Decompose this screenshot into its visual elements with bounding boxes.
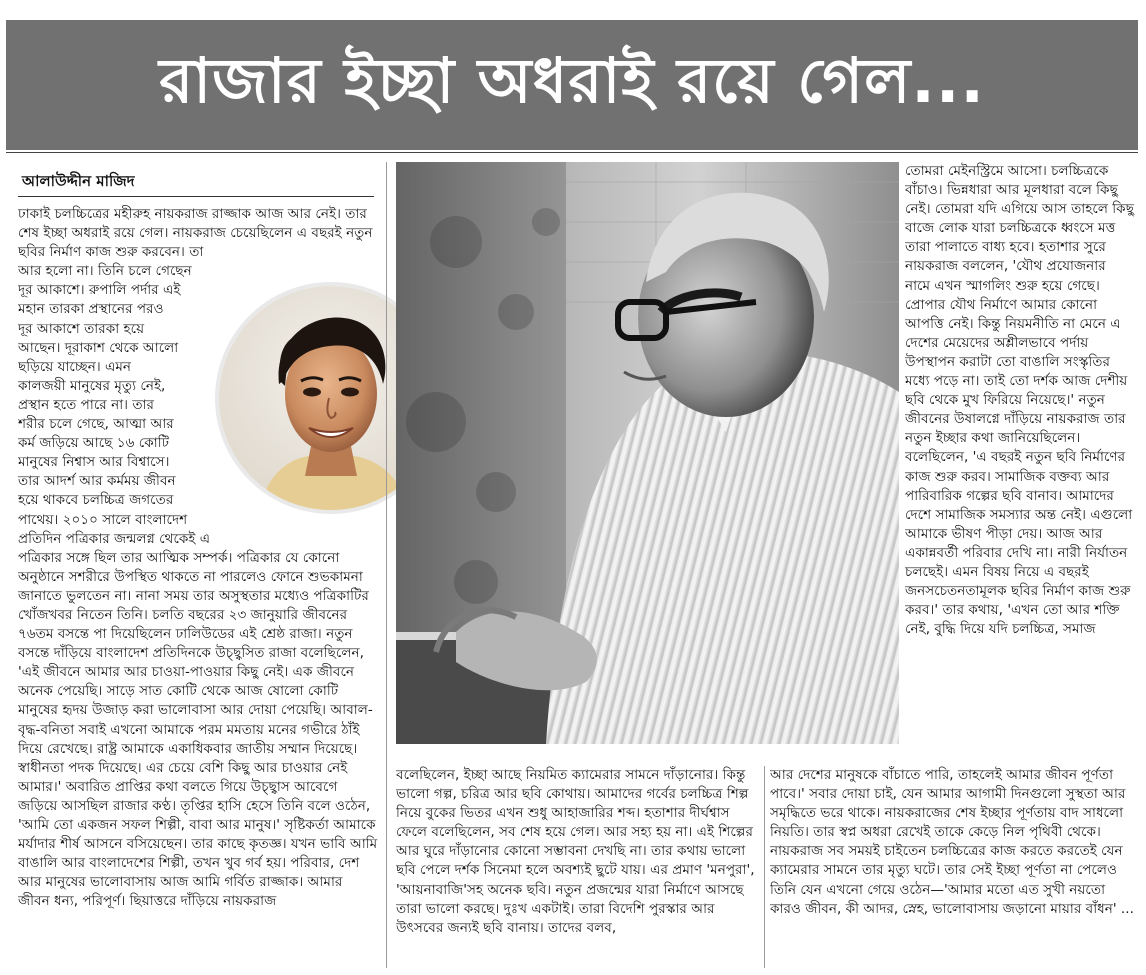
main-photo-illustration [396,162,899,744]
article-paragraph: আর দেশের মানুষকে বাঁচাতে পারি, তাহলেই আমার জীবন পূর্ণতা পাবে।' সবার দোয়া চাই, যেন আমার আগামী দিনগুলো সুস্থতা আর সমৃদ্ধিতে ভরে থাকে। নায়করাজের শেষ ইচ্ছার পূর্ণতায় বাদ সাধলো নিয়তি। তার স্বপ্ন অধরা রেখেই তাকে কেড়ে নিল পৃথিবী থেকে। নায়করাজ সব সময়ই চাইতেন চলচ্চিত্রের কাজ করতে করতেই যেন ক্যামেরার সামনে তার মৃত্যু ঘটে। তার সেই ইচ্ছা পূর্ণতা না পেলেও তিনি যেন এখনো গেয়ে ওঠেন—'আমার মতো এত সুখী নয়তো কারও জীবন, কী আদর, স্নেহ, ভালোবাসায় জড়ানো মায়ার বাঁধন' ... [770,767,1134,917]
article-paragraph: ঢাকাই চলচ্চিত্রের মহীরুহ নায়করাজ রাজ্জাক আজ আর নেই। তার শেষ ইচ্ছা অধরাই রয়ে গেল। নায়করাজ চেয়েছিলেন এ বছরই নতুন ছবির নির্মাণ কাজ শুরু করবেন। তা আর হলো না। তিনি চলে গেছেন দূর আকাশে। রুপালি পর্দার এই মহান তারকা প্রস্থানের পরও দূর আকাশে তারকা হয়ে আছেন। দূরাকাশ থেকে আলো ছড়িয়ে যাচ্ছেন। এমন কালজয়ী মানুষের মৃত্যু নেই, প্রস্থান হতে পারে না। তার শরীর চলে গেছে, আত্মা আর কর্ম জড়িয়ে আছে ১৬ কোটি মানুষের নিশ্বাস আর বিশ্বাসে। তার আদর্শ আর কর্মময় জীবন হয়ে থাকবে চলচ্চিত্র জগতের পাথেয়। ২০১০ সালে বাংলাদেশ প্রতিদিন পত্রিকার জন্মলগ্ন থেকেই এ পত্রিকার সঙ্গে ছিল তার আত্মিক সম্পর্ক। পত্রিকার যে কোনো অনুষ্ঠানে সশরীরে উপস্থিত থাকতে না পারলেও ফোনে শুভকামনা জানাতে ভুলতেন না। নানা সময় তার অসুস্থতার মধ্যেও পত্রিকাটির খোঁজখবর নিতেন তিনি। চলতি বছরের ২৩ জানুয়ারি জীবনের ৭৬তম বসন্তে পা দিয়েছিলেন ঢালিউডের এই শ্রেষ্ঠ রাজা। নতুন বসন্তে দাঁড়িয়ে বাংলাদেশ প্রতিদিনকে উচ্ছ্বসিত রাজা বলেছিলেন, 'এই জীবনে আমার আর চাওয়া-পাওয়ার কিছু নেই। এক জীবনে অনেক পেয়েছি। সাড়ে সাত কোটি থেকে আজ ষোলো কোটি মানুষের হৃদয় উজাড় করা ভালোবাসা আর দোয়া পেয়েছি। আবাল-বৃদ্ধ-বনিতা সবাই এখনো আমাকে পরম মমতায় মনের গভীরে ঠাঁই দিয়ে রেখেছে। রাষ্ট্র আমাকে একাধিকবার জাতীয় সম্মান দিয়েছে। স্বাধীনতা পদক দিয়েছে। এর চেয়ে বেশি কিছু আর চাওয়ার নেই আমার।' অবারিত প্রাপ্তির কথা বলতে গিয়ে উচ্ছ্বাস আবেগে জড়িয়ে আসছিল রাজার কণ্ঠ। তৃপ্তির হাসি হেসে তিনি বলে ওঠেন, 'আমি তো একজন সফল শিল্পী, বাবা আর মানুষ।' সৃষ্টিকর্তা আমাকে মর্যাদার শীর্ষ আসনে বসিয়েছেন। তার কাছে কৃতজ্ঞ। যখন ভাবি আমি বাঙালি আর বাংলাদেশের শিল্পী, তখন খুব গর্ব হয়। পরিবার, দেশ আর মানুষের ভালোবাসায় আজ আমি গর্বিত রাজ্জাক। আমার জীবন ধন্য, পরিপূর্ণ। ছিয়াত্তরে দাঁড়িয়ে নায়করাজ [18,206,378,910]
headline-banner [6,20,1138,150]
headline: রাজার ইচ্ছা অধরাই রয়ে গেল... [159,43,985,117]
byline: আলাউদ্দীন মাজিদ [22,172,135,190]
column-divider [386,162,387,968]
article-column-4-top [905,162,1135,766]
byline-divider [18,196,374,197]
header-divider [6,152,1138,153]
article-paragraph: তোমরা মেইনস্ট্রিমে আসো। চলচ্চিত্রকে বাঁচাও। ভিন্নধারা আর মূলধারা বলে কিছু নেই। তোমরা যদি এগিয়ে আস তাহলে কিছু বাজে লোক যারা চলচ্চিত্রকে ধ্বংসে মত্ত তারা পালাতে বাধ্য হবে। হতাশার সুরে নায়করাজ বললেন, 'যৌথ প্রযোজনার নামে এখন স্মাগলিং শুরু হয়ে গেছে। প্রোপার যৌথ নির্মাণে আমার কোনো আপত্তি নেই। কিন্তু নিয়মনীতি না মেনে এ দেশের মেয়েদের অশ্লীলভাবে পর্দায় উপস্থাপন করাটা তো বাঙালি সংস্কৃতির মধ্যে পড়ে না। তাই তো দর্শক আজ দেশীয় ছবি থেকে মুখ ফিরিয়ে নিয়েছে।' নতুন জীবনের উষালগ্নে দাঁড়িয়ে নায়করাজ তার নতুন ইচ্ছার কথা জানিয়েছিলেন। বলেছিলেন, 'এ বছরই নতুন ছবি নির্মাণের কাজ শুরু করব। সামাজিক বক্তব্য আর পারিবারিক গল্পের ছবি বানাব। আমাদের দেশে সামাজিক সমস্যার অন্ত নেই। এগুলো আমাকে ভীষণ পীড়া দেয়। আজ আর একান্নবর্তী পরিবার দেখি না। নারী নির্যাতন চলছেই। এমন বিষয় নিয়ে এ বছরই জনসচেতনতামূলক ছবির নির্মাণ কাজ শুরু করব।' তার কথায়, 'এখন তো আর শক্তি নেই, বুদ্ধি দিয়ে যদি চলচ্চিত্র, সমাজ [905,163,1134,638]
article-column-3 [396,766,756,971]
article-column-4-bottom [770,766,1135,971]
elderly-man-photo [396,162,899,744]
article-paragraph: বলেছিলেন, ইচ্ছা আছে নিয়মিত ক্যামেরার সামনে দাঁড়ানোর। কিন্তু ভালো গল্প, চরিত্র আর ছবি কোথায়। আমাদের গর্বের চলচ্চিত্র শিল্প নিয়ে বুকের ভিতর এখন শুধু আহাজারির শব্দ। হতাশার দীর্ঘশ্বাস ফেলে বলেছিলেন, সব শেষ হয়ে গেল। আর সহ্য হয় না। এই শিল্পের আর ঘুরে দাঁড়ানোর কোনো সম্ভাবনা দেখছি না। তার কথায় ভালো ছবি পেলে দর্শক সিনেমা হলে অবশ্যই ছুটে যায়। এর প্রমাণ 'মনপুরা', 'আয়নাবাজি'সহ অনেক ছবি। নতুন প্রজন্মের যারা নির্মাণে আসছে তারা ভালো করছে। দুঃখ একটাই। তারা বিদেশি পুরস্কার আর উৎসবের জন্যই ছবি বানায়। তাদের বলব, [396,767,755,936]
column-divider [764,766,765,968]
